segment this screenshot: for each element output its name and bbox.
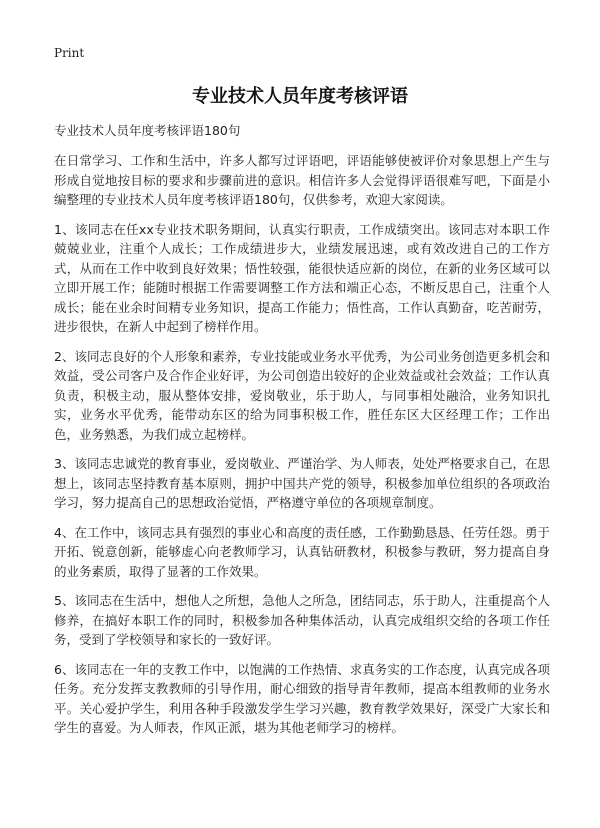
comment-paragraph-3: 3、该同志忠诚党的教育事业，爱岗敬业、严谨治学、为人师表，处处严格要求自己，在思想上，该同志坚持教育基本原则，拥护中国共产党的领导，积极参加单位组织的各项政治学习，努力提高自己的思想政治觉悟，严格遵守单位的各项规章制度。 (54, 456, 550, 510)
intro-paragraph: 在日常学习、工作和生活中，许多人都写过评语吧，评语能够使被评价对象思想上产生与形成自觉地按目标的要求和步骤前进的意识。相信许多人会觉得评语很难写吧，下面是小编整理的专业技术人员年度考核评语180句，仅供参考，欢迎大家阅读。 (54, 153, 550, 207)
comment-paragraph-2: 2、该同志良好的个人形象和素养，专业技能或业务水平优秀，为公司业务创造更多机会和效益，受公司客户及合作企业好评，为公司创造出较好的企业效益或社会效益；工作认真负责，积极主动，服从整体安排，爱岗敬业，乐于助人，与同事相处融洽，业务知识扎实，业务水平优秀，能带动东区的给为同事积极工作，胜任东区大区经理工作；工作出色，业务熟悉，为我们成立起榜样。 (54, 348, 550, 442)
print-link[interactable]: Print (54, 46, 85, 60)
document-title: 专业技术人员年度考核评语 (192, 86, 408, 107)
comment-paragraph-5: 5、该同志在生活中，想他人之所想，急他人之所急，团结同志，乐于助人，注重提高个人修养，在搞好本职工作的同时，积极参加各种集体活动，认真完成组织交给的各项工作任务，受到了学校领导和家长的一致好评。 (54, 593, 550, 647)
comment-paragraph-6: 6、该同志在一年的支教工作中，以饱满的工作热情、求真务实的工作态度，认真完成各项任务。充分发挥支教教师的引导作用，耐心细致的指导青年教师，提高本组教师的业务水平。关心爱护学生，利用各种手段激发学生学习兴趣，教育教学效果好，深受广大家长和学生的喜爱。为人师表，作风正派，堪为其他老师学习的榜样。 (54, 661, 550, 735)
comment-paragraph-4: 4、在工作中，该同志具有强烈的事业心和高度的责任感，工作勤勤恳恳、任劳任怨。勇于开拓、锐意创新，能够虚心向老教师学习，认真钻研教材，积极参与教研，努力提高自身的业务素质，取得了显著的工作效果。 (54, 524, 550, 579)
document-subtitle: 专业技术人员年度考核评语180句 (54, 123, 241, 138)
document-body (54, 151, 550, 748)
comment-paragraph-1: 1、该同志在任xx专业技术职务期间，认真实行职责，工作成绩突出。该同志对本职工作兢兢业业，注重个人成长；工作成绩进步大，业绩发展迅速，或有效改进自己的工作方式，从而在工作中收到良好效果；悟性较强，能很快适应新的岗位，在新的业务区域可以立即开展工作；能随时根据工作需要调整工作方法和端正心态，不断反思自己，注重个人成长；能在业余时间精专业务知识，提高工作能力；悟性高，工作认真勤奋，吃苦耐劳，进步很快，在新人中起到了榜样作用。 (54, 221, 550, 334)
